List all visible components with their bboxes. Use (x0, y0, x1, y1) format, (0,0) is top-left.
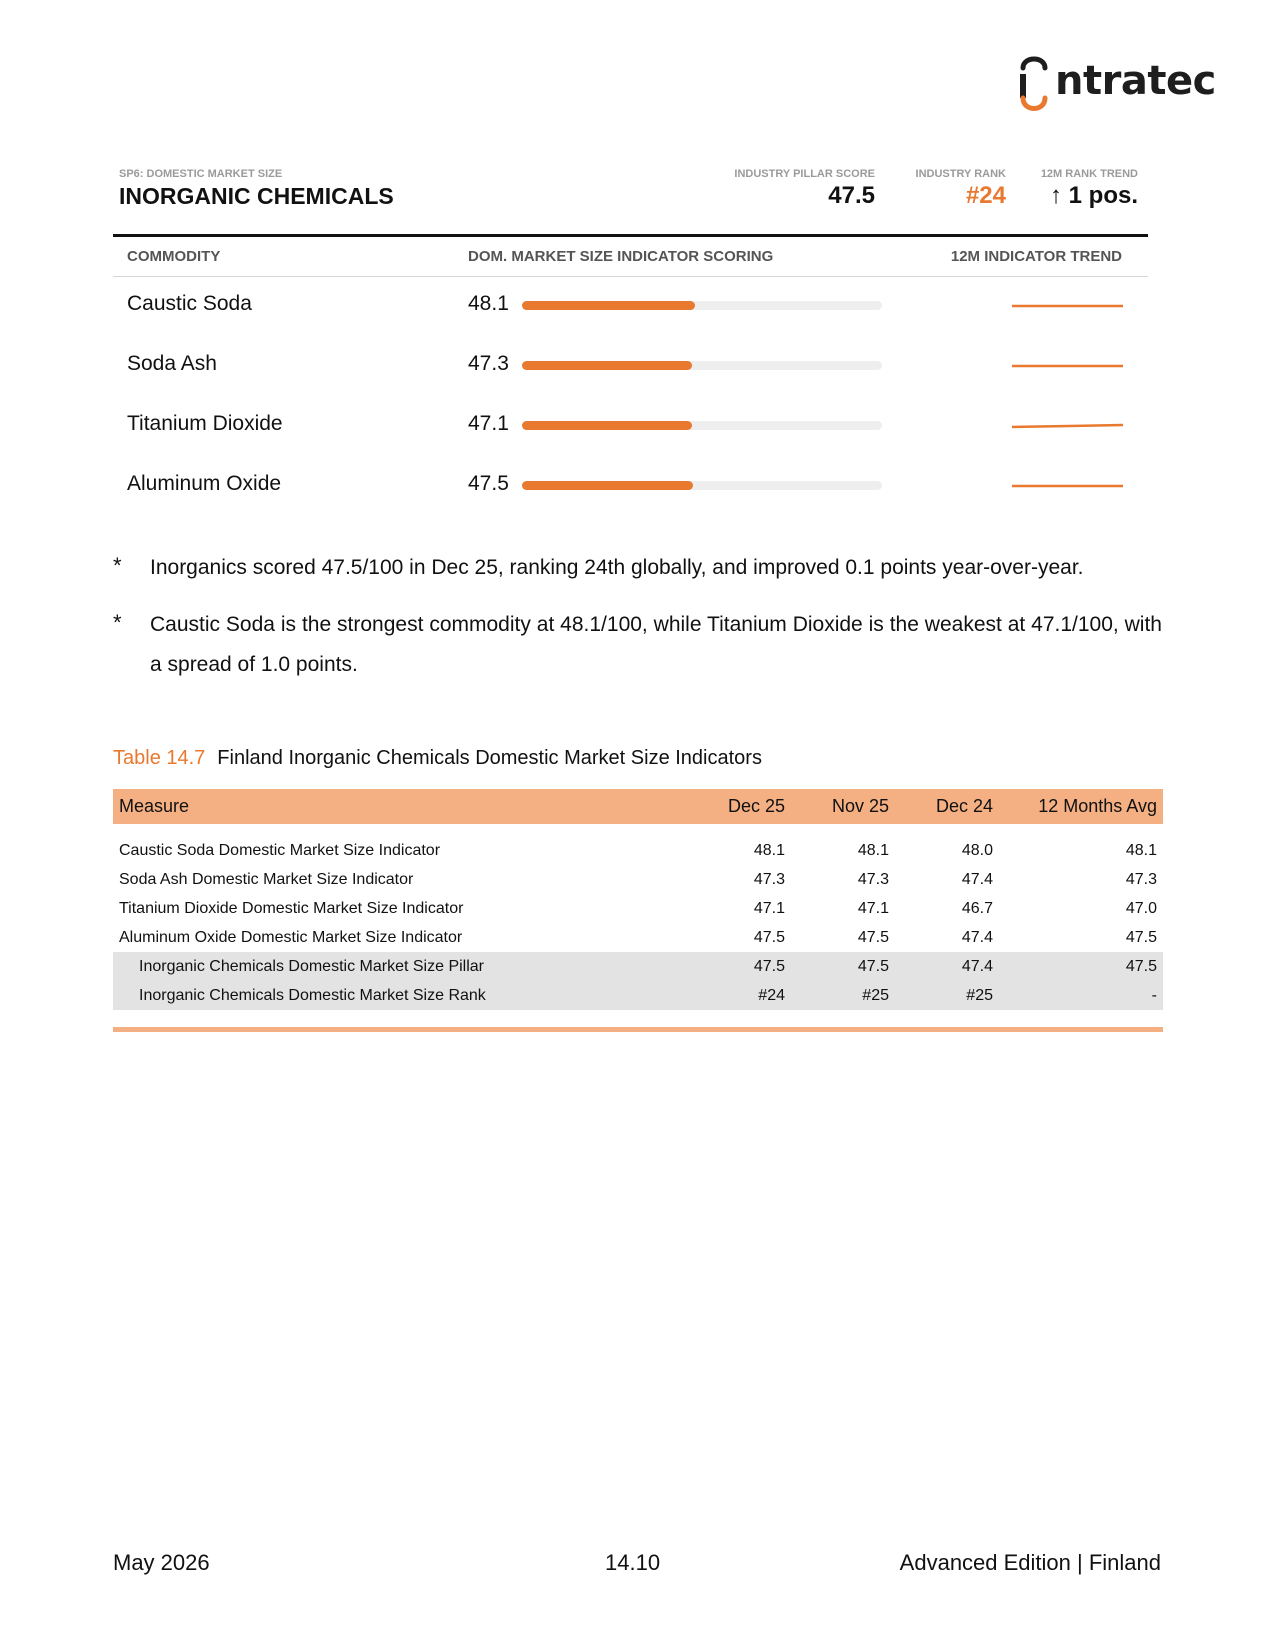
table-cell: Titanium Dioxide Domestic Market Size Indicator (119, 899, 464, 917)
note-marker: * (113, 553, 122, 578)
table-cell: 47.0 (1125, 899, 1157, 917)
table-cell: #25 (895, 981, 999, 1010)
table-cell: 47.3 (857, 870, 889, 888)
commodity-name: Caustic Soda (127, 292, 252, 315)
table-caption (113, 747, 762, 770)
commodity-name: Soda Ash (127, 352, 217, 375)
table-cell: 48.1 (753, 841, 785, 859)
trend-sparkline (1010, 481, 1125, 491)
table-cell: 48.1 (1125, 841, 1157, 859)
logo-mark-icon (1015, 52, 1055, 114)
table-cell: Aluminum Oxide Domestic Market Size Indicator (119, 928, 463, 946)
table-cell: Caustic Soda Domestic Market Size Indicator (119, 841, 441, 859)
score-bar (522, 421, 882, 430)
table-row (113, 865, 1163, 894)
table-cell: #24 (677, 981, 791, 1010)
header-cell: Nov 25 (791, 789, 895, 824)
table-header-row (113, 789, 1163, 824)
column-scoring: DOM. MARKET SIZE INDICATOR SCORING (468, 248, 774, 265)
table-row (113, 923, 1163, 952)
industry-rank-value: #24 (965, 182, 1006, 209)
trend-sparkline (1010, 301, 1125, 311)
column-commodity: COMMODITY (127, 248, 221, 265)
table-cell: 47.4 (961, 870, 993, 888)
table-cell: Inorganic Chemicals Domestic Market Size Rank (113, 981, 677, 1010)
table-cell: 47.5 (677, 952, 791, 981)
trend-sparkline (1010, 361, 1125, 371)
table-cell: #25 (791, 981, 895, 1010)
table-cell: 47.4 (895, 952, 999, 981)
table-cell: 47.5 (1125, 928, 1157, 946)
note-text: Caustic Soda is the strongest commodity at 48.1/100, while Titanium Dioxide is the weakest at 47.1/100, with a spread of 1.0 points. (150, 613, 1162, 676)
score-bar (522, 361, 882, 370)
score-bar-fill (522, 481, 693, 490)
table-cell: Soda Ash Domestic Market Size Indicator (119, 870, 414, 888)
column-divider (113, 276, 1148, 277)
trend-sparkline (1010, 421, 1125, 431)
footer-date: May 2026 (113, 1550, 210, 1575)
rank-trend-label: 12M RANK TREND (1040, 168, 1138, 180)
pillar-score-value: 47.5 (828, 182, 875, 209)
pillar-score-label: INDUSTRY PILLAR SCORE (734, 168, 875, 180)
table-summary-row (113, 981, 1163, 1010)
score-bar-fill (522, 301, 695, 310)
commodity-name: Aluminum Oxide (127, 472, 282, 495)
commodity-score: 47.5 (468, 472, 509, 495)
table-cell: 48.1 (857, 841, 889, 859)
table-cell: 47.1 (753, 899, 785, 917)
table-row (113, 894, 1163, 923)
table-cell: 47.5 (753, 928, 785, 946)
score-bar (522, 301, 882, 310)
note-text: Inorganics scored 47.5/100 in Dec 25, ranking 24th globally, and improved 0.1 points year-over-year. (150, 556, 1084, 579)
footer-edition: Advanced Edition | Finland (899, 1550, 1161, 1575)
commodity-score: 47.3 (468, 352, 509, 375)
rank-trend-value: ↑ 1 pos. (1049, 182, 1138, 209)
note-marker: * (113, 610, 122, 635)
section-label: SP6: DOMESTIC MARKET SIZE (119, 168, 283, 180)
footer-page-number: 14.10 (605, 1550, 661, 1575)
industry-rank-label: INDUSTRY RANK (915, 168, 1006, 180)
table-number: Table 14.7 (113, 747, 206, 769)
table-cell: 47.3 (753, 870, 785, 888)
score-bar-fill (522, 421, 692, 430)
score-bar (522, 481, 882, 490)
score-bar-fill (522, 361, 692, 370)
table-spacer (113, 824, 1163, 836)
table-title: Finland Inorganic Chemicals Domestic Market Size Indicators (217, 747, 762, 769)
intratec-logo (1015, 52, 1216, 114)
header-cell: Measure (113, 789, 677, 824)
table-cell: 47.4 (961, 928, 993, 946)
table-cell: 48.0 (961, 841, 993, 859)
column-trend: 12M INDICATOR TREND (950, 248, 1122, 265)
table-cell: Inorganic Chemicals Domestic Market Size Pillar (113, 952, 677, 981)
commodity-score: 47.1 (468, 412, 509, 435)
logo-text: ntratec (1055, 58, 1216, 104)
indicator-table (113, 789, 1163, 1010)
header-cell: Dec 25 (677, 789, 791, 824)
page-title: INORGANIC CHEMICALS (119, 183, 394, 209)
table-bottom-rule (113, 1027, 1163, 1032)
table-summary-row (113, 952, 1163, 981)
table-cell: 47.5 (999, 952, 1163, 981)
table-cell: 47.1 (857, 899, 889, 917)
table-cell: 47.5 (791, 952, 895, 981)
header-cell: Dec 24 (895, 789, 999, 824)
header-cell: 12 Months Avg (999, 789, 1163, 824)
table-cell: 47.3 (1125, 870, 1157, 888)
header-divider (113, 234, 1148, 237)
table-cell: - (999, 981, 1163, 1010)
commodity-name: Titanium Dioxide (127, 412, 283, 435)
commodity-score: 48.1 (468, 292, 509, 315)
table-cell: 47.5 (857, 928, 889, 946)
table-cell: 46.7 (961, 899, 993, 917)
table-row (113, 836, 1163, 865)
